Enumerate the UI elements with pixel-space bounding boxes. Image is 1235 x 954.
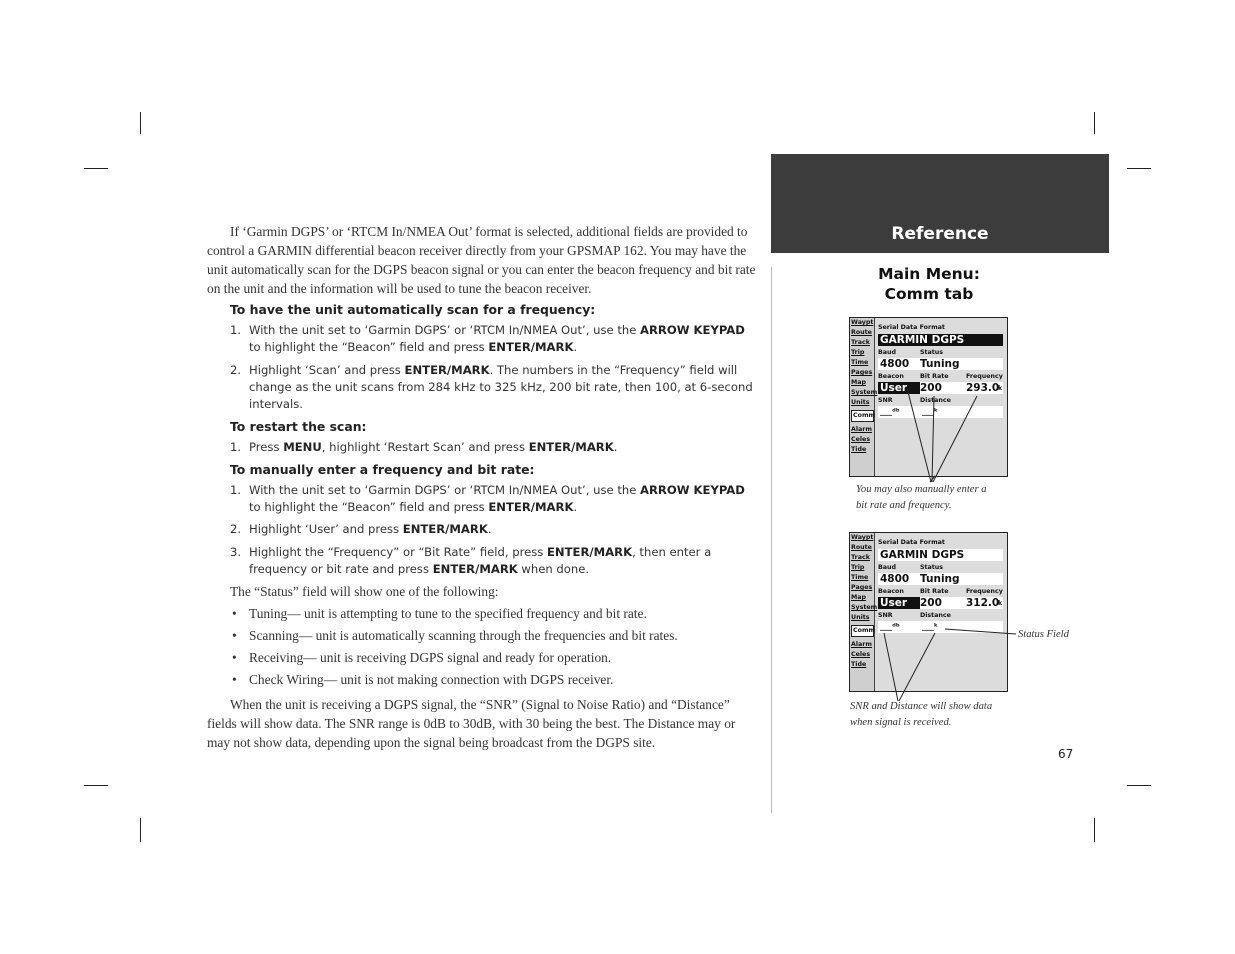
distance-value: ___ᵏ [922,622,938,631]
baud-value: 4800 [880,573,910,585]
status-value: Tuning [920,573,960,585]
crop-mark [140,818,141,842]
bitrate-label: Bit Rate [920,588,949,595]
screen-tab: Route [851,544,872,551]
section-header [771,154,1109,253]
screen-tab: Celes [851,436,871,443]
crop-mark [84,168,108,169]
snr-distance-caption [850,699,992,731]
screen-tab-active: Comm [851,625,874,637]
screen-tab: Celes [851,651,871,658]
restart-step-1: 1. Press MENU, highlight ‘Restart Scan’ and press ENTER/MARK. [230,440,618,454]
bitrate-value: 200 [920,382,942,394]
screen-tab-list [850,318,878,476]
closing-paragraph: When the unit is receiving a DGPS signal, the “SNR” (Signal to Noise Ratio) and “Distance” fields will show data. The SNR range is 0dB to 30dB, with 30 being the best. The Distance may or may not show data, depending upon the signal being broadcast from the DGPS site. [207,697,736,750]
screen-tab: Alarm [851,426,872,433]
serial-format-label: Serial Data Format [878,539,945,546]
screen-tab: Trip [851,349,865,356]
beacon-value: User [878,382,920,394]
screen-tab: Tide [851,661,867,668]
status-intro: The “Status” field will show one of the following: [230,584,499,599]
scan-step-1: 1. With the unit set to ‘Garmin DGPS’ or ‘RTCM In/NMEA Out’, use the ARROW KEYPAD to highlight the “Beacon” field and press ENTER/MARK. [230,323,745,354]
caption-line: SNR and Distance will show data [850,701,993,712]
screen-tab: Alarm [851,641,872,648]
screen-tab: Route [851,329,872,336]
serial-format-value: GARMIN DGPS [880,334,965,346]
status-label: Status [920,564,944,571]
screen-tab: Units [851,399,870,406]
manual-heading: To manually enter a frequency and bit rate: [230,462,535,477]
screen-tab: Pages [851,369,873,376]
screen-tab: Waypt [851,319,874,326]
restart-heading: To restart the scan: [230,419,367,434]
status-value: Tuning [920,358,960,370]
intro-paragraph: If ‘Garmin DGPS’ or ‘RTCM In/NMEA Out’ format is selected, additional fields are provided to control a GARMIN differential beacon receiver directly from your GPSMAP 162. You may have the unit automatically scan for the DGPS beacon signal or you can enter the beacon frequency and bit rate on the unit and the information will be used to tune the beacon receiver. [207,224,756,296]
page-number: 67 [1058,747,1074,761]
scan-heading: To have the unit automatically scan for a frequency: [230,302,596,317]
screen-tab: Time [851,359,869,366]
screen-tab: Pages [851,584,873,591]
status-label: Status [920,349,944,356]
caption-line: bit rate and frequency. [856,500,952,511]
manual-step-2: 2. Highlight ‘User’ and press ENTER/MARK. [230,522,492,536]
screen-tab: Trip [851,564,865,571]
screen-tab-list [850,533,878,691]
screen-tab: Track [851,339,870,346]
screen-tab: Units [851,614,870,621]
manual-step-3: 3. Highlight the “Frequency” or “Bit Rate” field, press ENTER/MARK, then enter a frequency or bit rate and press ENTER/MARK when done. [230,545,712,576]
snr-value: ___ᵈᵇ [880,407,900,416]
snr-value: ___ᵈᵇ [880,622,900,631]
frequency-value: 312.0 [966,597,1000,609]
beacon-label: Beacon [878,588,904,595]
screen-tab: Time [851,574,869,581]
beacon-value: User [878,597,920,609]
subtitle-line: Comm tab [884,285,974,303]
screen-tab: Map [851,379,867,386]
bitrate-label: Bit Rate [920,373,949,380]
status-bullet: • Tuning— unit is attempting to tune to the specified frequency and bit rate. [232,606,647,621]
crop-mark [1094,112,1095,134]
serial-format-value: GARMIN DGPS [880,549,965,561]
status-field-caption: Status Field [1018,629,1069,640]
manual-step-1: 1. With the unit set to ‘Garmin DGPS’ or ‘RTCM In/NMEA Out’, use the ARROW KEYPAD to highlight the “Beacon” field and press ENTER/MARK. [230,483,745,514]
crop-mark [84,785,108,786]
column-divider [771,267,772,813]
manual-entry-caption [856,482,987,514]
gps-screen-status [849,532,1008,692]
frequency-label: Frequency [966,588,1003,595]
caption-line: You may also manually enter a [856,484,987,495]
frequency-unit: k [998,600,1003,607]
screen-tab: System [851,389,878,396]
frequency-value: 293.0 [966,382,1000,394]
baud-value: 4800 [880,358,910,370]
bitrate-value: 200 [920,597,942,609]
baud-label: Baud [878,564,897,571]
crop-mark [1094,818,1095,842]
gps-screen-manual [849,317,1008,477]
frequency-unit: k [998,385,1003,392]
status-bullet: • Check Wiring— unit is not making connection with DGPS receiver. [232,672,614,687]
snr-label: SNR [878,397,893,404]
screen-tab-active: Comm [851,410,874,422]
frequency-label: Frequency [966,373,1003,380]
distance-label: Distance [920,612,951,619]
screen-tab: Track [851,554,870,561]
caption-line: when signal is received. [850,717,952,728]
distance-value: ___ᵏ [922,407,938,416]
status-bullet: • Scanning— unit is automatically scanning through the frequencies and bit rates. [232,628,678,643]
serial-format-label: Serial Data Format [878,324,945,331]
snr-label: SNR [878,612,893,619]
crop-mark [1127,785,1151,786]
crop-mark [1127,168,1151,169]
crop-mark [140,112,141,134]
distance-label: Distance [920,397,951,404]
screen-tab: Tide [851,446,867,453]
beacon-label: Beacon [878,373,904,380]
status-bullet: • Receiving— unit is receiving DGPS signal and ready for operation. [232,650,612,665]
section-title: Reference [891,224,989,244]
section-subtitle [829,264,1029,304]
screen-tab: Waypt [851,534,874,541]
subtitle-line: Main Menu: [878,265,980,283]
screen-tab: System [851,604,878,611]
screen-tab: Map [851,594,867,601]
baud-label: Baud [878,349,897,356]
scan-step-2: 2. Highlight ‘Scan’ and press ENTER/MARK. The numbers in the “Frequency” field will change as the unit scans from 284 kHz to 325 kHz, 200 bit rate, then 100, at 6-second intervals. [230,363,753,411]
main-text [207,222,759,752]
